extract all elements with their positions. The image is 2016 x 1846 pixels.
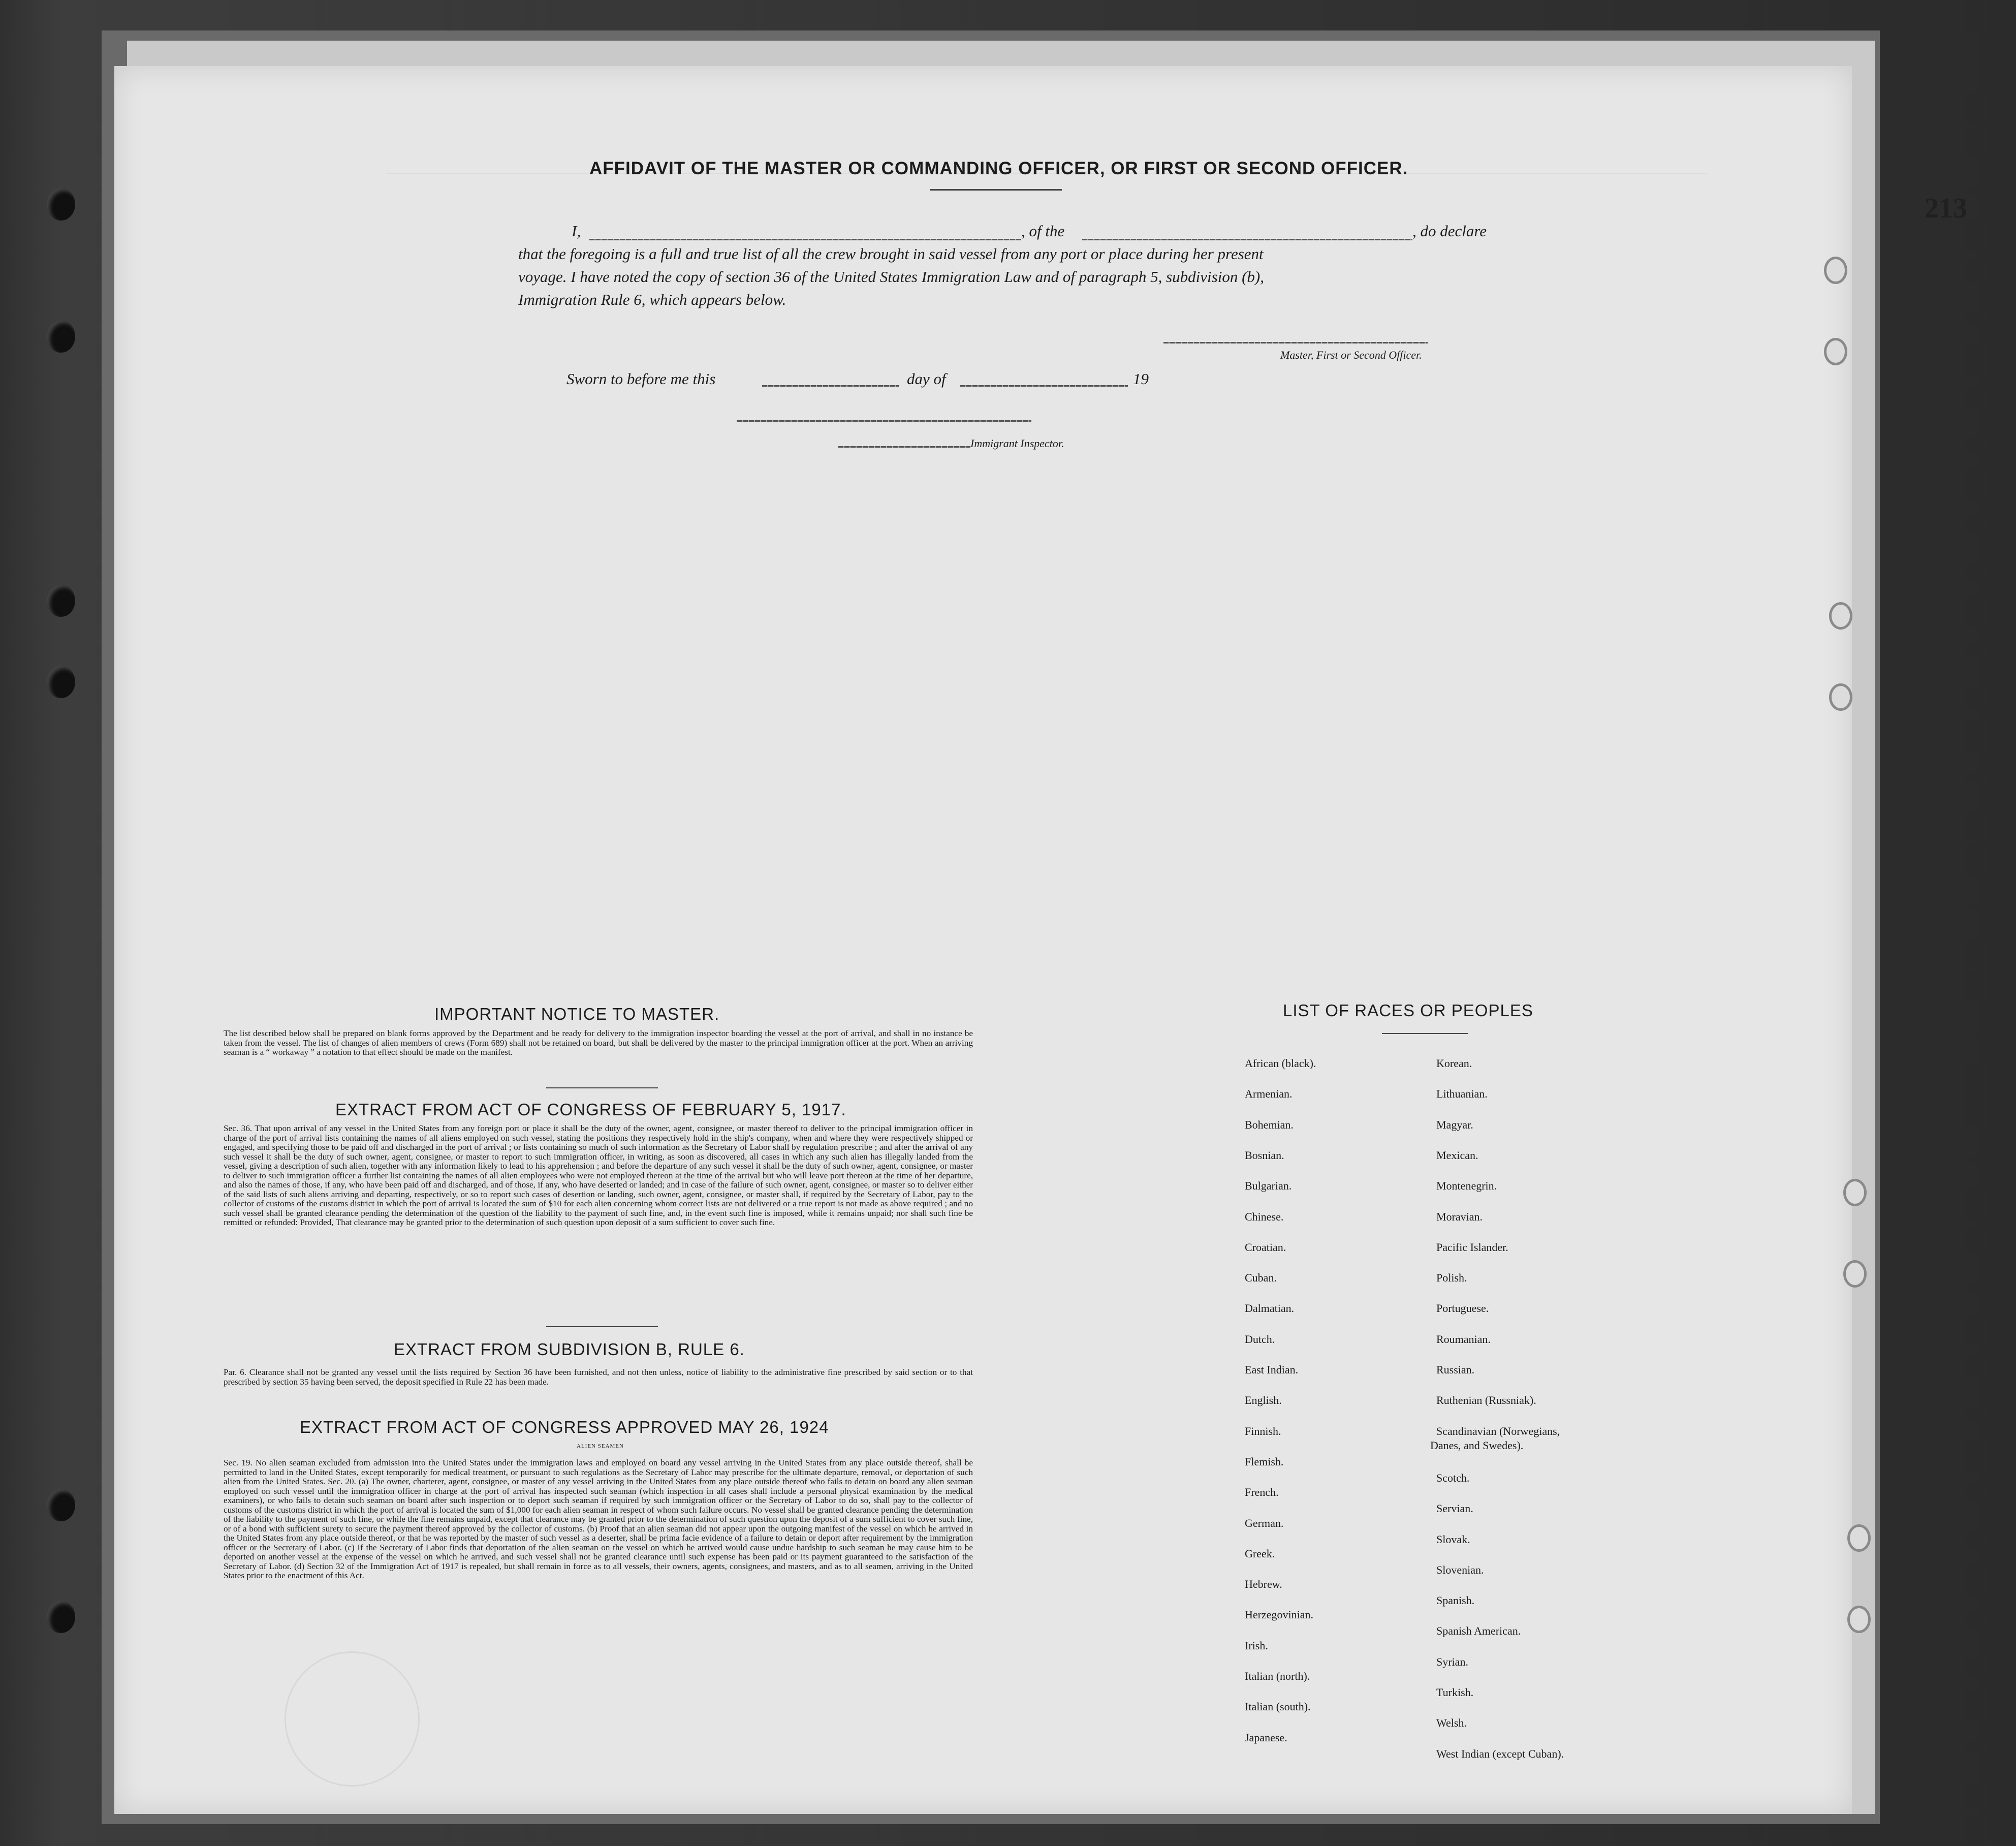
race-item: Pacific Islander. — [1436, 1240, 1508, 1254]
sworn-day-line — [762, 385, 899, 387]
extract-1924-subtitle: ALIEN SEAMEN — [577, 1443, 624, 1449]
punch-hole-icon — [1824, 338, 1847, 365]
name-blank-line — [589, 239, 1021, 240]
race-item: Flemish. — [1245, 1455, 1284, 1468]
race-item: Slovak. — [1436, 1532, 1470, 1546]
sworn-month-line — [960, 385, 1128, 387]
race-item: Finnish. — [1245, 1424, 1281, 1437]
day-of-label: day of — [907, 370, 946, 388]
binder-hole-icon — [47, 188, 75, 221]
race-item: Bosnian. — [1245, 1148, 1284, 1162]
race-item: Slovenian. — [1436, 1563, 1484, 1576]
extract-1924-text: Sec. 19. No alien seaman excluded from admission into the United States under the immigration laws and employed on board any vessel arriving in the United States from any place outside thereof, shall be permitted to land in the United States, except temporarily for medical treatment, or pursuant to such regulations as the Secretary of Labor may prescribe for the ultimate departure, removal, or deportation of such alien from the United States. Sec. 20. (a) The owner, charterer, agent, consignee, or master of any vessel arriving in the United States from any place outside thereof who fails to detain on board any alien seaman employed on such vessel until the immigration officer in charge at the port of arrival has inspected such seaman (which inspection in all cases shall include a personal physical examination by the medical examiners), or who fails to detain such seaman on board after such inspection or to deport such seaman if required by such immigration officer or the Secretary of Labor to do so, shall pay to the collector of customs of the customs district in which the port of arrival is located the sum of $1,000 for each alien seaman in respect of whom such failure occurs. No vessel shall be granted clearance pending the determination of the liability to the payment of such fine, or while the fine remains unpaid, except that clearance may be granted prior to the determination of such question upon the deposit of a sum sufficient to cover such fine, or of a bond with sufficient surety to secure the payment thereof approved by the collector of customs. (b) Proof that an alien seaman did not appear upon the outgoing manifest of the vessel on which he arrived in the United States from any place outside thereof, or that he was reported by the master of such vessel as a deserter, shall be prima facie evidence of a failure to detain or deport after requirement by the immigration officer or the Secretary of Labor. (c) If the Secretary of Labor finds that deportation of the alien seaman on the vessel on which he arrived would cause undue hardship to such seaman he may cause him to be deported on another vessel at the expense of the vessel on which he arrived, and such vessel shall not be granted clearance until such expense has been paid or its payment guaranteed to the satisfaction of the Secretary of Labor. (d) Section 32 of the Immigration Act of 1917 is repealed, but shall remain in force as to all vessels, their owners, agents, consignees, and masters, and as to all seamen, arriving in the United States prior to the enactment of this Act. — [224, 1458, 973, 1580]
extract-1924-title: EXTRACT FROM ACT OF CONGRESS APPROVED MAY 26, 1924 — [300, 1418, 829, 1436]
notice-text: The list described below shall be prepared on blank forms approved by the Department and be ready for delivery to the immigration inspector boarding the vessel at the port of arrival, and shall in no instance be taken from the vessel. The list of changes of alien members of crews (Form 689) shall not be retained on board, but shall be delivered by the master to the principal immigration officer at the port. When an arriving seaman is a “ workaway ” a notation to that effect should be made on the manifest. — [224, 1028, 973, 1057]
race-item: Armenian. — [1245, 1087, 1293, 1101]
race-item: Croatian. — [1245, 1240, 1286, 1254]
race-item: Scotch. — [1436, 1471, 1470, 1484]
race-item: French. — [1245, 1486, 1279, 1499]
sworn-label: Sworn to before me this — [566, 370, 716, 388]
inspector-line — [838, 446, 970, 448]
extract-1917-text: Sec. 36. That upon arrival of any vessel in the United States from any foreign port or place it shall be the duty of the owner, agent, consignee, or master thereof to deliver to the principal immigration officer in charge of the port of arrival lists containing the names of all aliens employed on such vessel, stating the positions they respectively hold in the ship's company, when and where they were respectively shipped or engaged, and specifying those to be paid off and discharged in the port of arrival ; or lists containing so much of such information as the Secretary of Labor shall by regulation prescribe ; and after the arrival of any such vessel it shall be the duty of such owner, agent, consignee, or master to report to such immigration officer, in writing, as soon as discovered, all cases in which any such alien has illegally landed from the vessel, giving a description of such alien, together with any information likely to lead to his apprehension ; and before the departure of any such vessel it shall be the duty of such owner, agent, consignee, or master to deliver to such immigration officer a further list containing the names of all alien employees who were not employed thereon at the time of the arrival but who will leave port thereon at the time of her departure, and also the names of those, if any, who have been paid off and discharged, and of those, if any, who have deserted or landed; and in case of the failure of such owner, agent, consignee, or master so to deliver either of the said lists of such aliens arriving and departing, respectively, or so to report such cases of desertion or landing, such owner, agent, consignee, or master shall, if required by the Secretary of Labor, pay to the collector of customs of the customs district in which the port of arrival is located the sum of $10 for each alien concerning whom correct lists are not delivered or a true report is not made as above required ; and no such vessel shall be granted clearance pending the determination of the question of the liability to the payment of such fine, and, in the event such fine is imposed, while it remains unpaid; nor shall such fine be remitted or refunded: Provided, That clearance may be granted prior to the determination of such question upon deposit of a sum sufficient to cover such fine. — [224, 1123, 973, 1227]
section-divider — [546, 1326, 658, 1327]
section-divider — [546, 1087, 658, 1088]
race-item: Hebrew. — [1245, 1578, 1282, 1591]
affidavit-i: I, — [572, 222, 581, 240]
race-item: Korean. — [1436, 1057, 1472, 1070]
race-item: Chinese. — [1245, 1210, 1284, 1223]
race-item: Lithuanian. — [1436, 1087, 1488, 1101]
binder-hole-icon — [47, 320, 75, 353]
page-number: 213 — [1925, 193, 1967, 224]
race-item: English. — [1245, 1394, 1282, 1407]
affidavit-of-the: , of the — [1021, 222, 1065, 240]
race-item: Irish. — [1245, 1639, 1268, 1652]
race-item: Magyar. — [1436, 1118, 1473, 1131]
race-item: Welsh. — [1436, 1716, 1467, 1730]
punch-hole-icon — [1843, 1260, 1867, 1288]
race-item: Syrian. — [1436, 1655, 1468, 1668]
affidavit-declare: , do declare — [1412, 222, 1487, 240]
title-underline — [930, 189, 1062, 191]
race-item: Spanish American. — [1436, 1624, 1521, 1638]
affidavit-line-4: Immigration Rule 6, which appears below. — [518, 291, 786, 308]
affidavit-line-3: voyage. I have noted the copy of section 36 of the United States Immigration Law and of paragraph 5, subdivision (b), — [518, 268, 1264, 286]
rule6-title: EXTRACT FROM SUBDIVISION B, RULE 6. — [394, 1340, 745, 1359]
race-item: Greek. — [1245, 1547, 1275, 1560]
race-item: Russian. — [1436, 1363, 1475, 1376]
race-item: Cuban. — [1245, 1271, 1277, 1285]
race-item: Ruthenian (Russniak). — [1436, 1394, 1536, 1407]
race-item: Polish. — [1436, 1271, 1467, 1285]
race-item: Roumanian. — [1436, 1332, 1491, 1346]
race-item: Portuguese. — [1436, 1302, 1489, 1315]
notice-title: IMPORTANT NOTICE TO MASTER. — [434, 1005, 720, 1023]
punch-hole-icon — [1824, 257, 1847, 284]
race-item: Bohemian. — [1245, 1118, 1294, 1131]
race-item: Herzegovinian. — [1245, 1608, 1313, 1621]
binder-hole-icon — [47, 1489, 75, 1521]
inspector-line-upper — [737, 420, 1031, 422]
extract-1917-title: EXTRACT FROM ACT OF CONGRESS OF FEBRUARY 5, 1917. — [335, 1100, 846, 1119]
race-item: East Indian. — [1245, 1363, 1299, 1376]
race-item: Mexican. — [1436, 1148, 1478, 1162]
signature-line — [1163, 342, 1428, 343]
race-item: German. — [1245, 1516, 1284, 1529]
races-title: LIST OF RACES OR PEOPLES — [1283, 1001, 1533, 1020]
punch-hole-icon — [1847, 1524, 1871, 1552]
race-item: Japanese. — [1245, 1731, 1287, 1744]
race-item: Dutch. — [1245, 1332, 1275, 1346]
race-item: Italian (south). — [1245, 1700, 1311, 1713]
binder-hole-icon — [47, 1601, 75, 1633]
binder-hole-icon — [47, 584, 75, 617]
race-item: Turkish. — [1436, 1686, 1474, 1699]
race-item: West Indian (except Cuban). — [1436, 1747, 1564, 1760]
rule6-text: Par. 6. Clearance shall not be granted any vessel until the lists required by Section 36 have been furnished, and not then unless, notice of liability to the administrative fine prescribed by said section or to that prescribed by section 35 having been served, the deposit specified in Rule 22 has been made. — [224, 1367, 973, 1387]
inspector-label: Immigrant Inspector. — [970, 437, 1064, 450]
race-item: Scandinavian (Norwegians, — [1436, 1424, 1560, 1437]
affidavit-line-2: that the foregoing is a full and true list of all the crew brought in said vessel from any port or place during her present — [518, 245, 1264, 263]
race-item: Moravian. — [1436, 1210, 1483, 1223]
races-title-underline — [1382, 1033, 1468, 1034]
race-item: Bulgarian. — [1245, 1179, 1292, 1193]
punch-hole-icon — [1829, 683, 1852, 711]
punch-hole-icon — [1829, 602, 1852, 630]
punch-hole-icon — [1843, 1179, 1867, 1206]
race-item: African (black). — [1245, 1057, 1316, 1070]
year-label: 19 — [1133, 370, 1149, 388]
race-item: Montenegrin. — [1436, 1179, 1497, 1193]
race-item: Italian (north). — [1245, 1670, 1310, 1682]
race-item: Danes, and Swedes). — [1430, 1438, 1524, 1452]
signature-label: Master, First or Second Officer. — [1280, 349, 1422, 361]
race-item: Servian. — [1436, 1502, 1473, 1515]
race-item: Dalmatian. — [1245, 1302, 1295, 1315]
race-item: Spanish. — [1436, 1594, 1475, 1607]
punch-hole-icon — [1847, 1606, 1871, 1633]
affidavit-title: AFFIDAVIT OF THE MASTER OR COMMANDING OFFICER, OR FIRST OR SECOND OFFICER. — [589, 159, 1408, 178]
binder-hole-icon — [47, 666, 75, 698]
vessel-blank-line — [1082, 239, 1412, 240]
faint-stamp-mark — [285, 1651, 420, 1787]
